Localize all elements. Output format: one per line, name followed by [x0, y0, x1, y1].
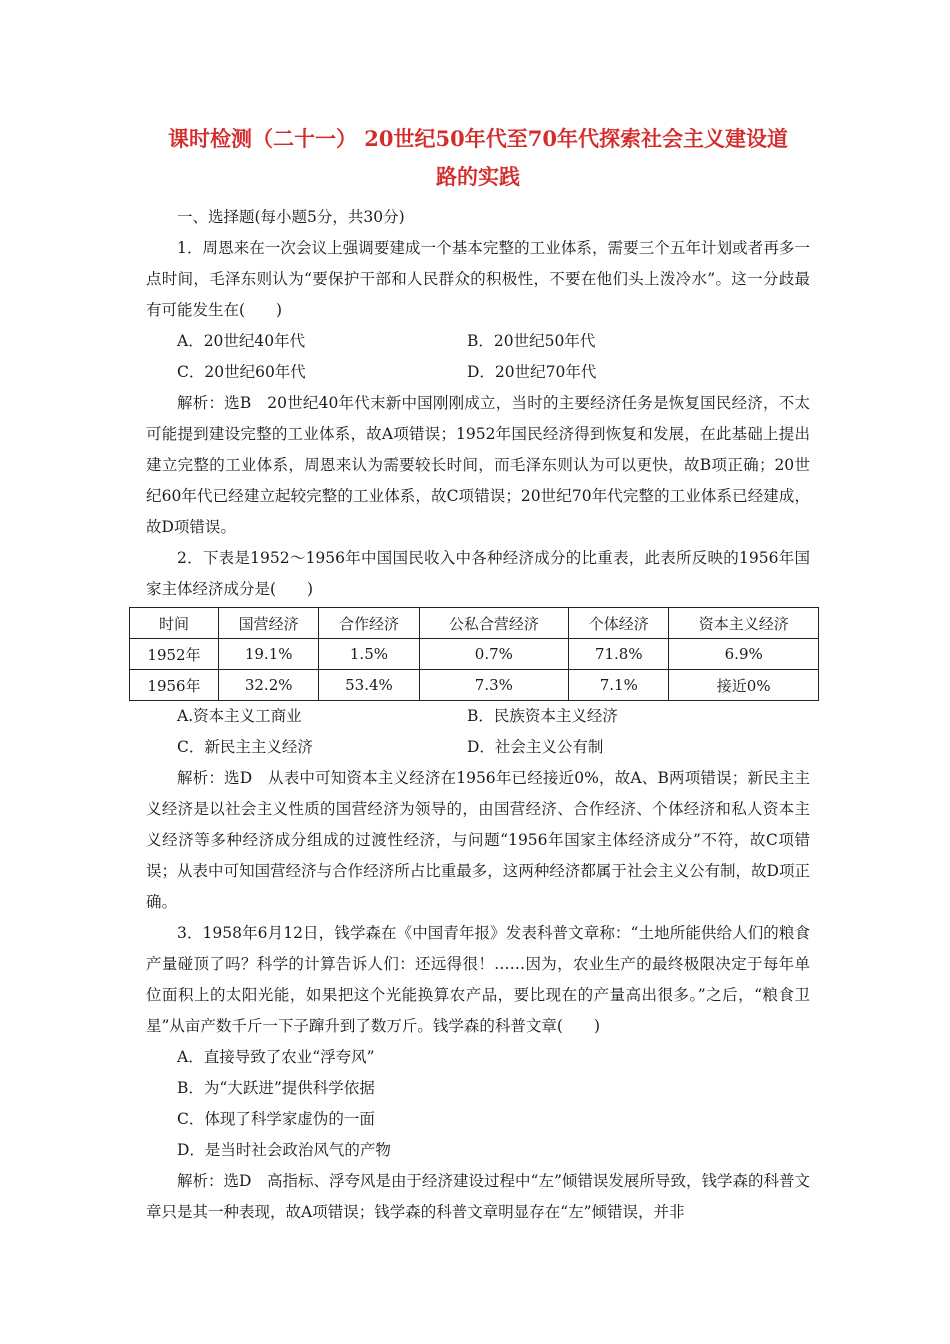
option-b: B．20世纪50年代 — [467, 332, 596, 350]
table-cell: 1956年 — [130, 670, 219, 701]
option-b: B．民族资本主义经济 — [467, 707, 618, 725]
document-page — [146, 120, 810, 1228]
table-cell: 0.7% — [419, 639, 569, 670]
option-a: A．直接导致了农业“浮夸风” — [177, 1048, 375, 1066]
option-a: A.资本主义工商业 — [177, 707, 302, 725]
option-d: D．20世纪70年代 — [467, 363, 597, 381]
table-header-cell: 公私合营经济 — [419, 608, 569, 639]
document-title — [126, 120, 830, 196]
question-3-stem: 3．1958年6月12日，钱学森在《中国青年报》发表科普文章称：“土地所能供给人们的粮食产量碰顶了吗？科学的计算告诉人们：还远得很！……因为，农业生产的最终极限决定于每年单位面积上的太阳光能，如果把这个光能换算农产品，要比现在的产量高出很多。”之后，“粮食卫星”从亩产数千斤一下子蹿升到了数万斤。钱学森的科普文章( ) — [146, 924, 810, 1035]
table-row — [130, 670, 819, 701]
table-cell: 1.5% — [319, 639, 419, 670]
question-2-stem: 2．下表是1952～1956年中国国民收入中各种经济成分的比重表，此表所反映的1956年国家主体经济成分是( ) — [146, 549, 810, 598]
question-2-analysis: 解析：选D 从表中可知资本主义经济在1956年已经接近0%，故A、B两项错误；新民主主义经济是以社会主义性质的国营经济为领导的，由国营经济、合作经济、个体经济和私人资本主义经济等多种经济成分组成的过渡性经济，与问题“1956年国家主体经济成分”不符，故C项错误；从表中可知国营经济与合作经济所占比重最多，这两种经济都属于社会主义公有制，故D项正确。 — [146, 769, 810, 911]
option-c: C．新民主主义经济 — [177, 738, 313, 756]
question-3-options — [146, 1042, 810, 1166]
table-header-cell: 个体经济 — [569, 608, 669, 639]
table-cell: 7.1% — [569, 670, 669, 701]
question-1-stem: 1．周恩来在一次会议上强调要建成一个基本完整的工业体系，需要三个五年计划或者再多一点时间，毛泽东则认为“要保护干部和人民群众的积极性，不要在他们头上泼冷水”。这一分歧最有可能发生在( ) — [146, 239, 810, 319]
question-2-options — [146, 701, 810, 763]
table-cell: 6.9% — [669, 639, 819, 670]
table-row — [130, 639, 819, 670]
section-heading: 一、选择题(每小题5分，共30分) — [177, 208, 405, 226]
option-b: B．为“大跃进”提供科学依据 — [177, 1079, 375, 1097]
economy-share-table — [129, 607, 819, 701]
table-cell: 53.4% — [319, 670, 419, 701]
table-header-cell: 合作经济 — [319, 608, 419, 639]
option-d: D．是当时社会政治风气的产物 — [177, 1141, 391, 1159]
table-cell: 19.1% — [219, 639, 319, 670]
table-cell: 1952年 — [130, 639, 219, 670]
table-cell: 71.8% — [569, 639, 669, 670]
table-header-row — [130, 608, 819, 639]
question-1-options — [146, 326, 810, 388]
option-c: C．体现了科学家虚伪的一面 — [177, 1110, 375, 1128]
title-line-2: 路的实践 — [436, 164, 520, 189]
option-a: A．20世纪40年代 — [177, 332, 306, 350]
option-c: C．20世纪60年代 — [177, 363, 306, 381]
table-header-cell: 国营经济 — [219, 608, 319, 639]
table-header-cell: 资本主义经济 — [669, 608, 819, 639]
option-d: D．社会主义公有制 — [467, 738, 604, 756]
table-cell: 7.3% — [419, 670, 569, 701]
title-line-1: 课时检测（二十一） 20世纪50年代至70年代探索社会主义建设道 — [168, 126, 788, 151]
table-cell: 32.2% — [219, 670, 319, 701]
table-cell: 接近0% — [669, 670, 819, 701]
table-header-cell: 时间 — [130, 608, 219, 639]
question-1-analysis: 解析：选B 20世纪40年代末新中国刚刚成立，当时的主要经济任务是恢复国民经济，不太可能提到建设完整的工业体系，故A项错误；1952年国民经济得到恢复和发展，在此基础上提出建立完整的工业体系，周恩来认为需要较长时间，而毛泽东则认为可以更快，故B项正确；20世纪60年代已经建立起较完整的工业体系，故C项错误；20世纪70年代完整的工业体系已经建成，故D项错误。 — [146, 394, 810, 536]
question-3-analysis: 解析：选D 高指标、浮夸风是由于经济建设过程中“左”倾错误发展所导致，钱学森的科普文章只是其一种表现，故A项错误；钱学森的科普文章明显存在“左”倾错误，并非 — [146, 1172, 810, 1221]
